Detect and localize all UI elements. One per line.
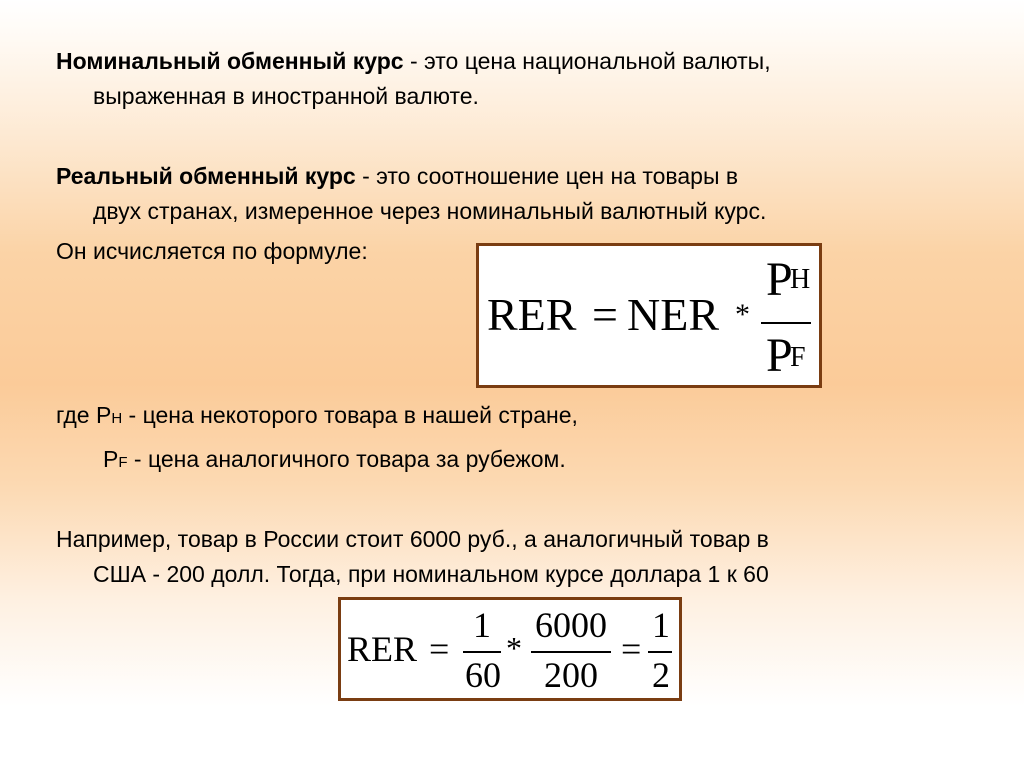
formula-ner: NER: [627, 289, 719, 340]
formula-fraction-bar: [761, 322, 811, 324]
formula-den-sub: F: [790, 342, 806, 373]
calc-frac2-den: 200: [544, 655, 598, 695]
calc-frac2-num: 6000: [535, 605, 607, 645]
formula-times: *: [735, 298, 750, 331]
where-pf-text: - цена аналогичного товара за рубежом.: [127, 446, 566, 472]
calc-times: *: [506, 630, 522, 666]
nominal-rate-term: Номинальный обменный курс: [56, 48, 404, 74]
example-paragraph: [56, 522, 956, 592]
calc-frac1-bar: [463, 651, 501, 653]
nominal-rate-continuation: выраженная в иностранной валюте.: [93, 83, 479, 109]
real-rate-continuation: двух странах, измеренное через номинальный валютный курс.: [93, 198, 767, 224]
calc-equals-1: =: [429, 629, 450, 669]
formula-equals: =: [592, 289, 618, 340]
calc-frac3-num: 1: [652, 605, 670, 645]
example-line-2: США - 200 долл. Тогда, при номинальном курсе доллара 1 к 60: [93, 561, 769, 587]
formula-num-sub: H: [790, 264, 811, 295]
formula-intro: Он исчисляется по формуле:: [56, 238, 368, 264]
formula-num-p: P: [766, 253, 793, 306]
where-ph-letter: где P: [56, 402, 112, 428]
real-rate-term: Реальный обменный курс: [56, 163, 356, 189]
where-pf-letter: P: [103, 446, 119, 472]
where-pf-sub: F: [118, 454, 128, 471]
formula-den-p: P: [766, 329, 793, 382]
where-line-1: [56, 398, 956, 436]
where-ph-sub: H: [111, 410, 123, 427]
nominal-rate-definition: [56, 44, 956, 114]
calc-frac3-bar: [648, 651, 672, 653]
calculation-box: [338, 597, 682, 701]
calc-frac2-bar: [531, 651, 611, 653]
nominal-rate-text: - это цена национальной валюты,: [403, 48, 771, 74]
formula-lhs: RER: [487, 289, 577, 340]
example-line-1: Например, товар в России стоит 6000 руб., а аналогичный товар в: [56, 526, 769, 552]
calc-frac1-num: 1: [473, 605, 491, 645]
where-line-2: [103, 442, 1003, 480]
calc-equals-2: =: [621, 629, 642, 669]
real-rate-text: - это соотношение цен на товары в: [355, 163, 739, 189]
calc-frac3-den: 2: [652, 655, 670, 695]
calc-lhs: RER: [347, 629, 418, 669]
calc-frac1-den: 60: [465, 655, 501, 695]
where-ph-text: - цена некоторого товара в нашей стране,: [122, 402, 578, 428]
real-rate-definition: [56, 159, 956, 229]
formula-box: [476, 243, 822, 388]
